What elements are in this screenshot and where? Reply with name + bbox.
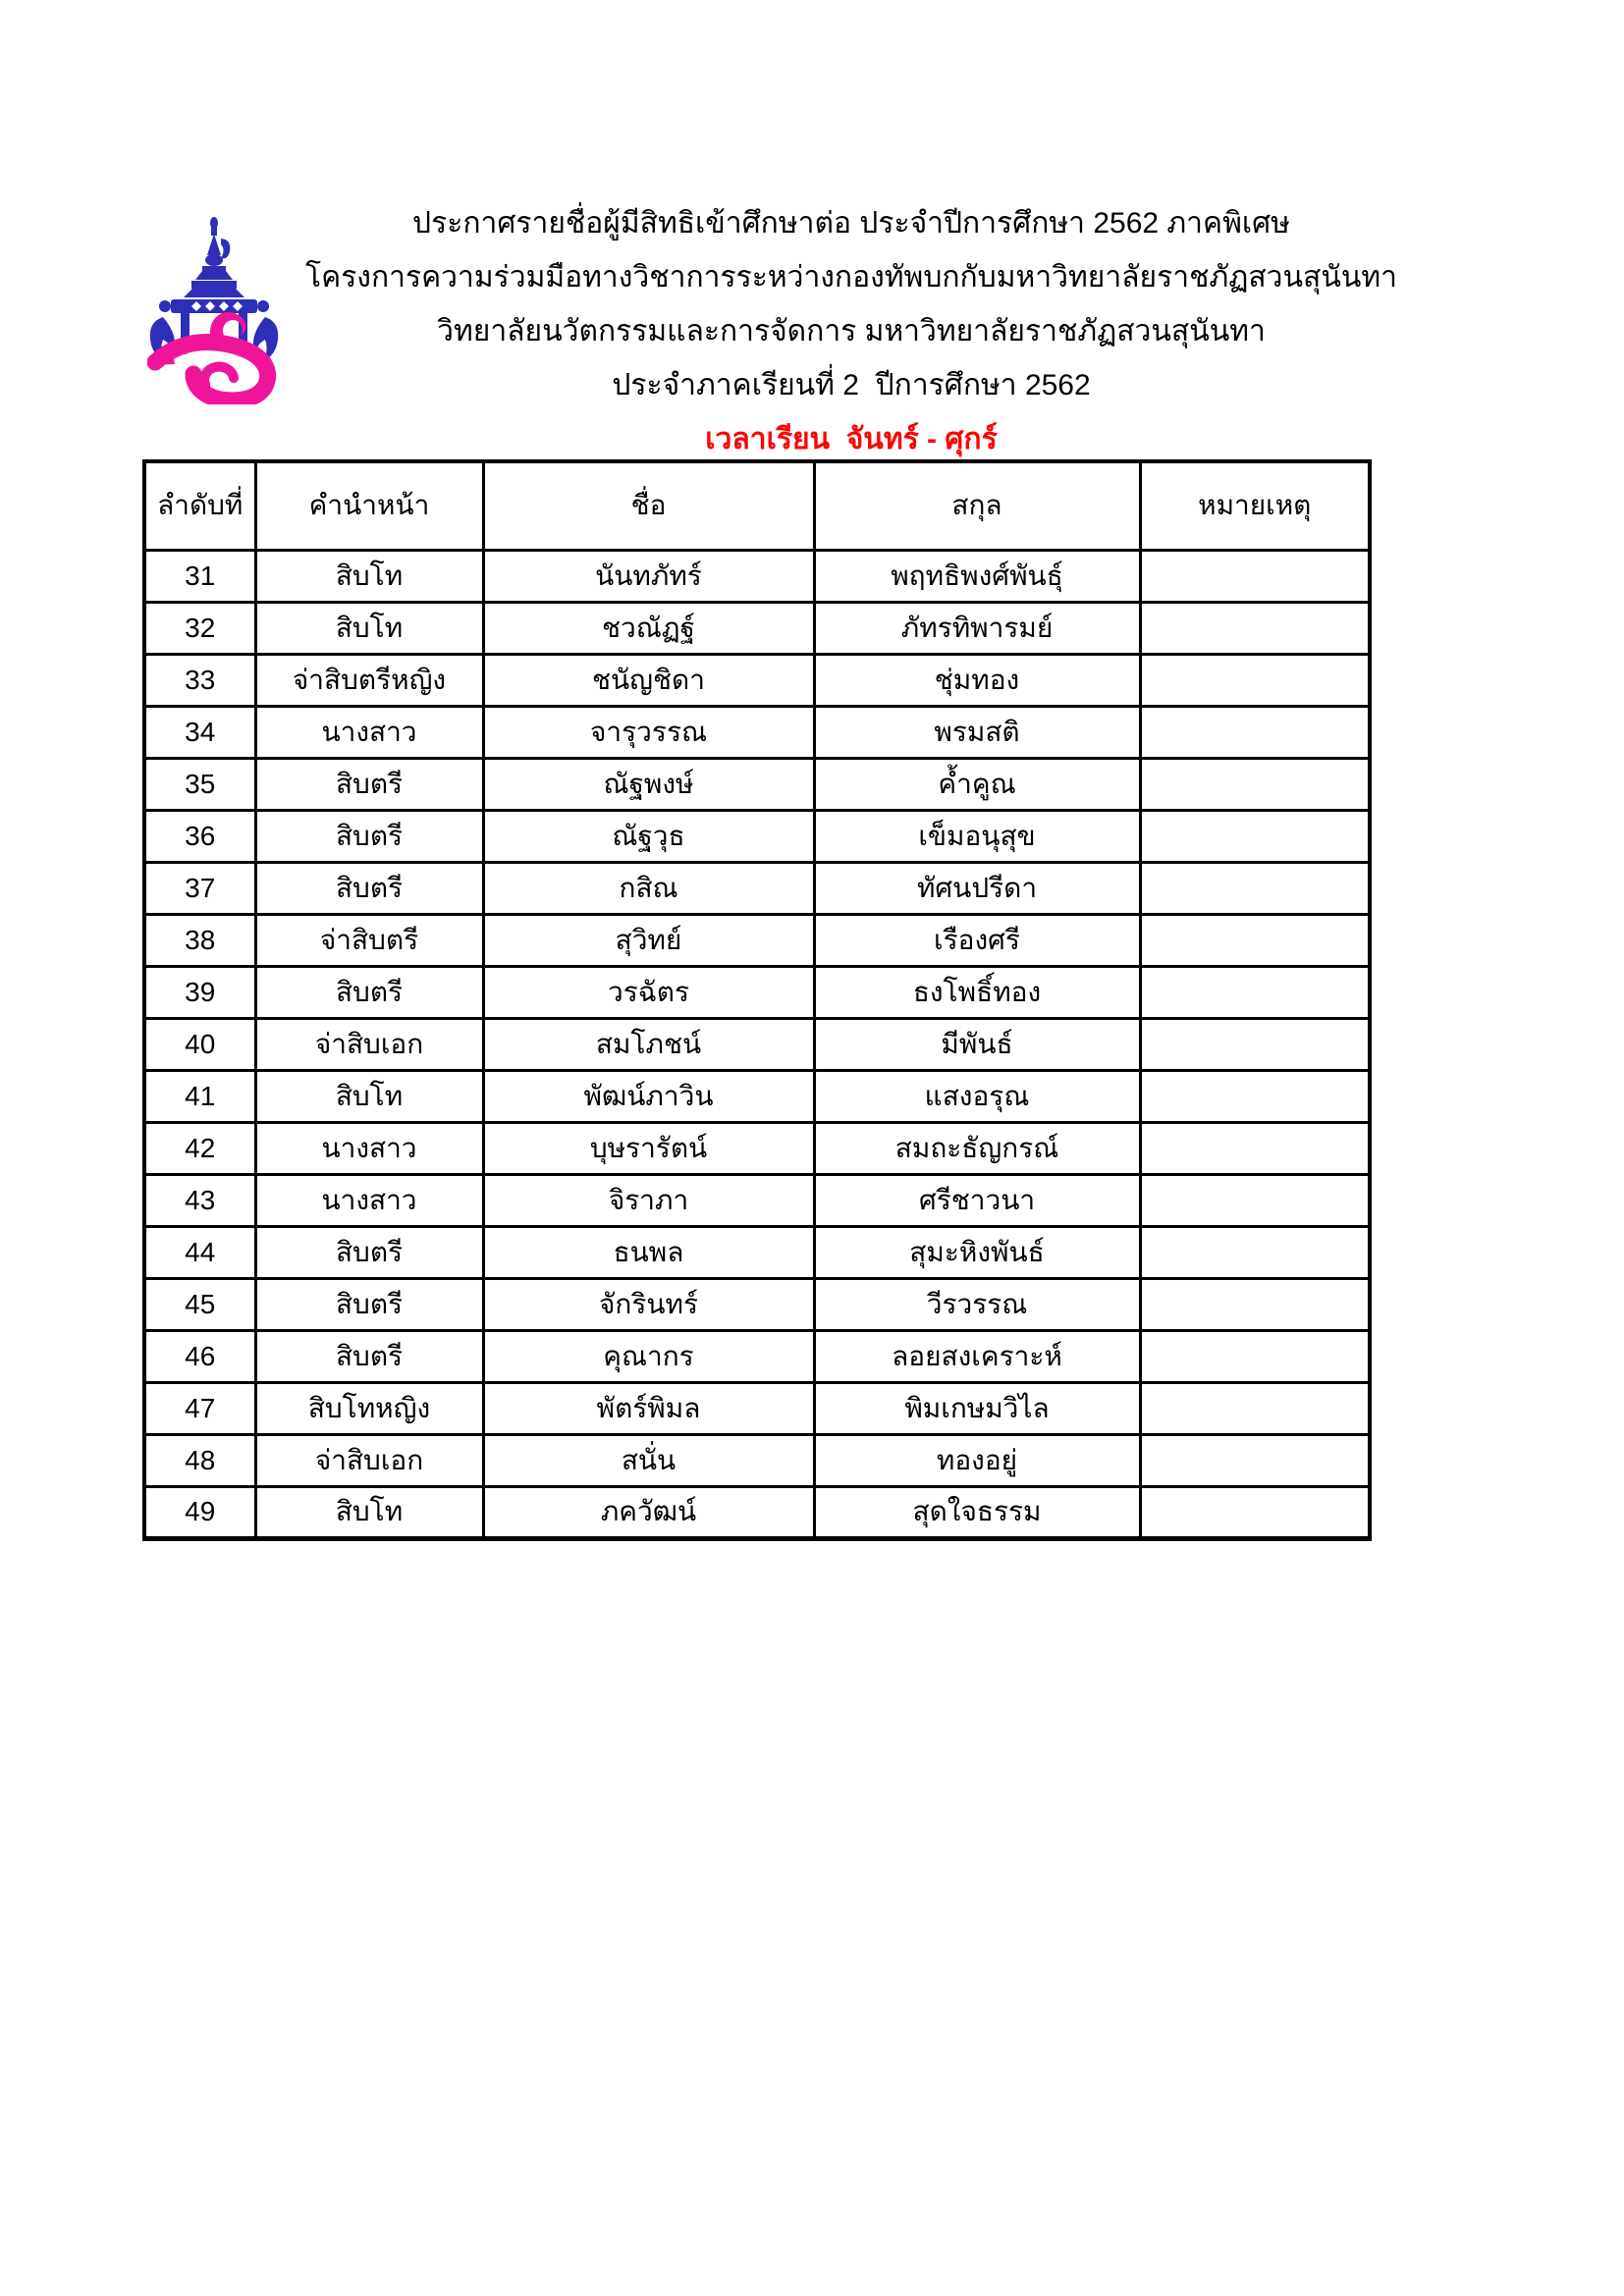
table-row [144,602,1370,654]
row-last-name: เข็มอนุสุข [814,810,1140,862]
table-row [144,1278,1370,1330]
row-last-name: ทองอยู่ [814,1434,1140,1486]
table-row [144,1330,1370,1382]
table-row [144,1382,1370,1434]
row-remarks [1140,1070,1370,1122]
row-remarks [1140,1278,1370,1330]
row-order-no: 37 [144,862,255,914]
row-last-name: แสงอรุณ [814,1070,1140,1122]
row-first-name: ณัฐวุธ [483,810,814,862]
row-remarks [1140,1174,1370,1226]
program-name: โครงการความร่วมมือทางวิชาการระหว่างกองทัพบกกับมหาวิทยาลัยราชภัฏสวนสุนันทา [305,261,1397,294]
row-remarks [1140,1382,1370,1434]
row-title: สิบโท [255,602,483,654]
row-remarks [1140,1330,1370,1382]
table-row [144,550,1370,602]
row-remarks [1140,862,1370,914]
table-row [144,914,1370,966]
row-last-name: ศรีชาวนา [814,1174,1140,1226]
semester-line: ประจำภาคเรียนที่ 2 ปีการศึกษา 2562 [612,369,1091,401]
row-title: สิบตรี [255,862,483,914]
row-last-name: พฤทธิพงศ์พันธุ์ [814,550,1140,602]
row-order-no: 34 [144,706,255,758]
table-row [144,1486,1370,1538]
table-row [144,1226,1370,1278]
table-row [144,1070,1370,1122]
row-first-name: ชนัญชิดา [483,654,814,706]
col-header-title: คำนำหน้า [255,461,483,550]
row-order-no: 43 [144,1174,255,1226]
row-order-no: 35 [144,758,255,810]
table-row [144,654,1370,706]
row-remarks [1140,602,1370,654]
row-remarks [1140,1434,1370,1486]
row-order-no: 45 [144,1278,255,1330]
row-title: สิบตรี [255,966,483,1018]
row-first-name: วรฉัตร [483,966,814,1018]
row-order-no: 31 [144,550,255,602]
table-row [144,966,1370,1018]
row-order-no: 41 [144,1070,255,1122]
row-first-name: สุวิทย์ [483,914,814,966]
row-order-no: 47 [144,1382,255,1434]
row-last-name: พรมสติ [814,706,1140,758]
row-last-name: สุดใจธรรม [814,1486,1140,1538]
row-remarks [1140,550,1370,602]
row-order-no: 48 [144,1434,255,1486]
row-remarks [1140,966,1370,1018]
row-order-no: 42 [144,1122,255,1174]
row-order-no: 33 [144,654,255,706]
row-last-name: ค้ำคูณ [814,758,1140,810]
row-last-name: ทัศนปรีดา [814,862,1140,914]
row-title: นางสาว [255,1174,483,1226]
row-last-name: ภัทรทิพารมย์ [814,602,1140,654]
row-remarks [1140,914,1370,966]
row-last-name: ชุ่มทอง [814,654,1140,706]
row-title: สิบโท [255,1070,483,1122]
row-first-name: พัฒน์ภาวิน [483,1070,814,1122]
row-order-no: 39 [144,966,255,1018]
table-body [144,550,1370,1538]
row-last-name: สุมะหิงพันธ์ [814,1226,1140,1278]
table-header-row [144,461,1370,550]
table-row [144,706,1370,758]
row-title: สิบโท [255,1486,483,1538]
row-last-name: พิมเกษมวิไล [814,1382,1140,1434]
col-header-first-name: ชื่อ [483,461,814,550]
row-first-name: ภควัฒน์ [483,1486,814,1538]
row-first-name: บุษรารัตน์ [483,1122,814,1174]
row-first-name: สมโภชน์ [483,1018,814,1070]
table-row [144,1434,1370,1486]
row-last-name: มีพันธ์ [814,1018,1140,1070]
row-title: นางสาว [255,1122,483,1174]
table-row [144,1174,1370,1226]
row-order-no: 38 [144,914,255,966]
row-title: จ่าสิบเอก [255,1434,483,1486]
table-row [144,1018,1370,1070]
row-first-name: จักรินทร์ [483,1278,814,1330]
row-order-no: 44 [144,1226,255,1278]
row-remarks [1140,1018,1370,1070]
row-remarks [1140,1486,1370,1538]
row-first-name: คุณากร [483,1330,814,1382]
row-title: จ่าสิบเอก [255,1018,483,1070]
announcement-title: ประกาศรายชื่อผู้มีสิทธิเข้าศึกษาต่อ ประจำปีการศึกษา 2562 ภาคพิเศษ [412,207,1290,240]
row-remarks [1140,1226,1370,1278]
college-name: วิทยาลัยนวัตกรรมและการจัดการ มหาวิทยาลัยราชภัฏสวนสุนันทา [437,315,1266,347]
table-row [144,1122,1370,1174]
table-row [144,758,1370,810]
row-first-name: กสิณ [483,862,814,914]
row-title: สิบตรี [255,810,483,862]
row-remarks [1140,758,1370,810]
row-remarks [1140,1122,1370,1174]
row-remarks [1140,810,1370,862]
study-time-line: เวลาเรียน จันทร์ - ศุกร์ [705,423,998,455]
row-first-name: จิราภา [483,1174,814,1226]
row-first-name: นันทภัทร์ [483,550,814,602]
col-header-remarks: หมายเหตุ [1140,461,1370,550]
row-title: สิบตรี [255,1278,483,1330]
table-row [144,862,1370,914]
table-row [144,810,1370,862]
row-last-name: สมถะธัญกรณ์ [814,1122,1140,1174]
row-remarks [1140,706,1370,758]
row-last-name: เรืองศรี [814,914,1140,966]
row-last-name: ลอยสงเคราะห์ [814,1330,1140,1382]
row-title: สิบตรี [255,1226,483,1278]
row-order-no: 36 [144,810,255,862]
row-title: นางสาว [255,706,483,758]
row-first-name: ธนพล [483,1226,814,1278]
col-header-last-name: สกุล [814,461,1140,550]
row-first-name: พัตร์พิมล [483,1382,814,1434]
row-order-no: 46 [144,1330,255,1382]
row-title: จ่าสิบตรี [255,914,483,966]
row-title: สิบตรี [255,1330,483,1382]
row-title: สิบโทหญิง [255,1382,483,1434]
row-title: สิบตรี [255,758,483,810]
row-first-name: ณัฐพงษ์ [483,758,814,810]
row-first-name: ชวณัฏฐ์ [483,602,814,654]
student-roster-table [142,459,1372,1541]
row-remarks [1140,654,1370,706]
row-title: จ่าสิบตรีหญิง [255,654,483,706]
row-first-name: สนั่น [483,1434,814,1486]
document-header [88,196,1614,466]
row-last-name: ธงโพธิ์ทอง [814,966,1140,1018]
row-first-name: จารุวรรณ [483,706,814,758]
row-order-no: 32 [144,602,255,654]
row-order-no: 40 [144,1018,255,1070]
row-title: สิบโท [255,550,483,602]
row-order-no: 49 [144,1486,255,1538]
row-last-name: วีรวรรณ [814,1278,1140,1330]
col-header-order-no: ลำดับที่ [144,461,255,550]
